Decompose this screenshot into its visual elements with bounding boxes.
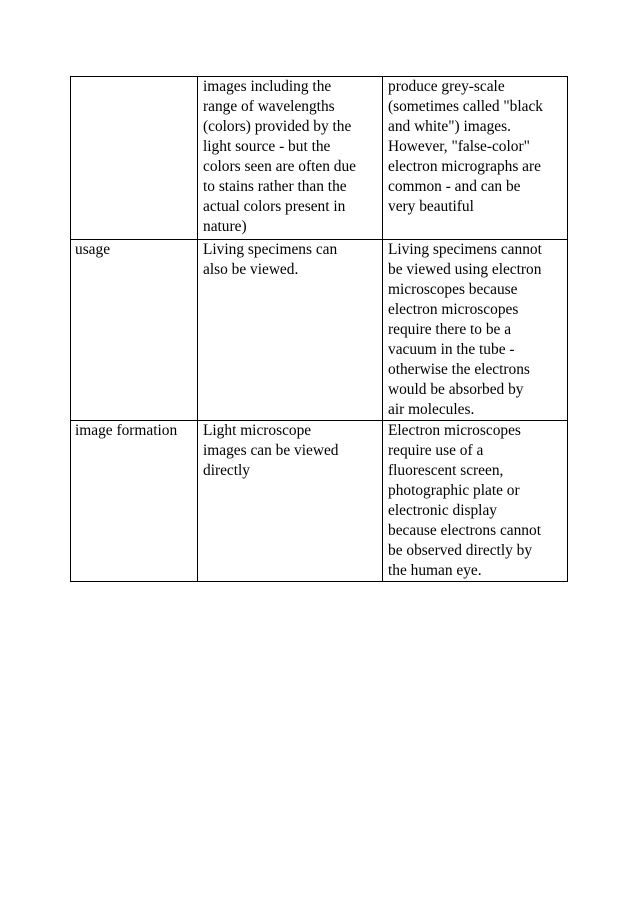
comparison-table: [70, 76, 568, 582]
light-microscope-cell: images including the range of wavelengths (colors) provided by the light source - but the colors seen are often due to stains rather than the actual colors present in nature): [198, 77, 383, 240]
row-label-cell: usage: [71, 240, 198, 421]
electron-microscope-cell: Electron microscopes require use of a fluorescent screen, photographic plate or electronic display because electrons cannot be observed directly by the human eye.: [383, 421, 568, 582]
electron-microscope-cell: produce grey-scale (sometimes called "black and white") images. However, "false-color" electron micrographs are common - and can be very beautiful: [383, 77, 568, 240]
table-row: [71, 421, 568, 582]
table-row: [71, 77, 568, 240]
light-microscope-cell: Light microscope images can be viewed directly: [198, 421, 383, 582]
electron-microscope-cell: Living specimens cannot be viewed using electron microscopes because electron microscopes require there to be a vacuum in the tube - otherwise the electrons would be absorbed by air molecules.: [383, 240, 568, 421]
row-label-cell: image formation: [71, 421, 198, 582]
table-row: [71, 240, 568, 421]
row-label-cell: [71, 77, 198, 240]
light-microscope-cell: Living specimens can also be viewed.: [198, 240, 383, 421]
